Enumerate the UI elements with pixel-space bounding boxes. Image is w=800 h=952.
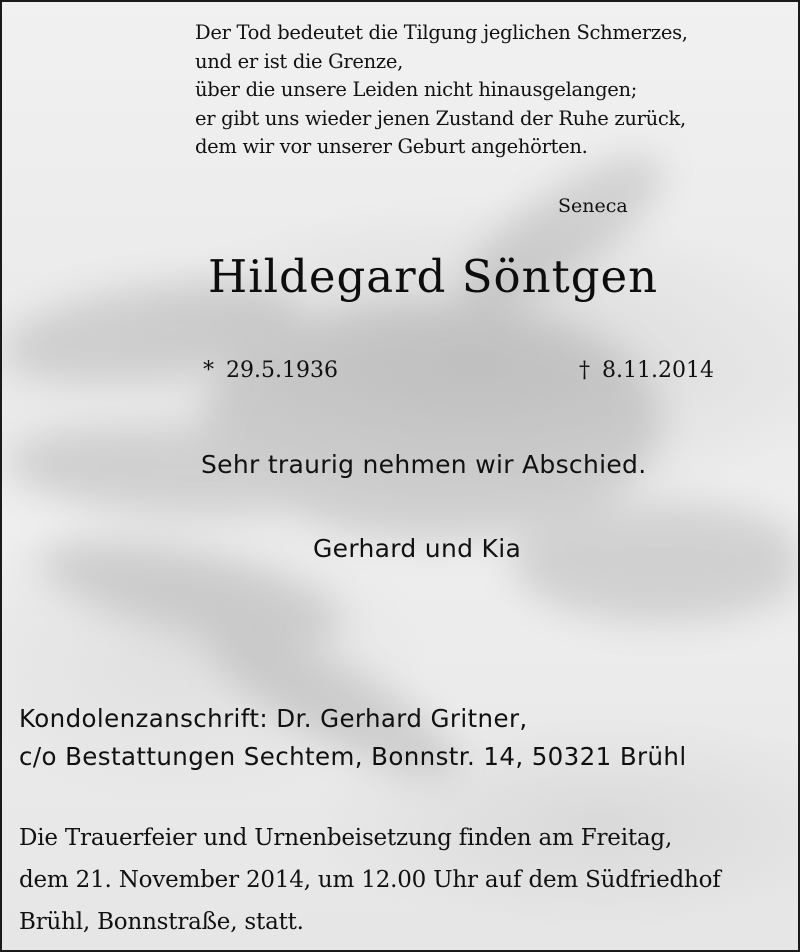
condolence-line: c/o Bestattungen Sechtem, Bonnstr. 14, 50321 Brühl: [19, 742, 687, 771]
poem-line: über die unsere Leiden nicht hinausgelangen;: [195, 78, 638, 101]
poem-line: er gibt uns wieder jenen Zustand der Ruhe zurück,: [195, 106, 686, 130]
poem-quote: [195, 19, 770, 162]
mourners-names: Gerhard und Kia: [313, 534, 522, 563]
birth-star-icon: *: [203, 358, 214, 383]
funeral-line: Brühl, Bonnstraße, statt.: [19, 909, 304, 935]
birth-date: 29.5.1936: [226, 358, 338, 383]
poem-author: Seneca: [558, 195, 628, 217]
poem-line: Der Tod bedeutet die Tilgung jeglichen Schmerzes,: [195, 21, 688, 44]
poem-line: dem wir vor unserer Geburt angehörten.: [195, 135, 588, 158]
death-date-block: [579, 358, 714, 383]
funeral-line: Die Trauerfeier und Urnenbeisetzung finden am Freitag,: [19, 825, 673, 851]
birth-date-block: [203, 358, 338, 383]
funeral-details: [19, 817, 789, 943]
death-cross-icon: †: [579, 358, 590, 383]
condolence-address: [19, 700, 789, 776]
deceased-name: Hildegard Söntgen: [208, 250, 659, 303]
poem-line: und er ist die Grenze,: [195, 49, 404, 73]
death-date: 8.11.2014: [602, 358, 714, 383]
funeral-line: dem 21. November 2014, um 12.00 Uhr auf dem Südfriedhof: [19, 867, 721, 893]
farewell-text: Sehr traurig nehmen wir Abschied.: [201, 450, 647, 479]
condolence-line: Kondolenzanschrift: Dr. Gerhard Gritner,: [19, 704, 528, 733]
